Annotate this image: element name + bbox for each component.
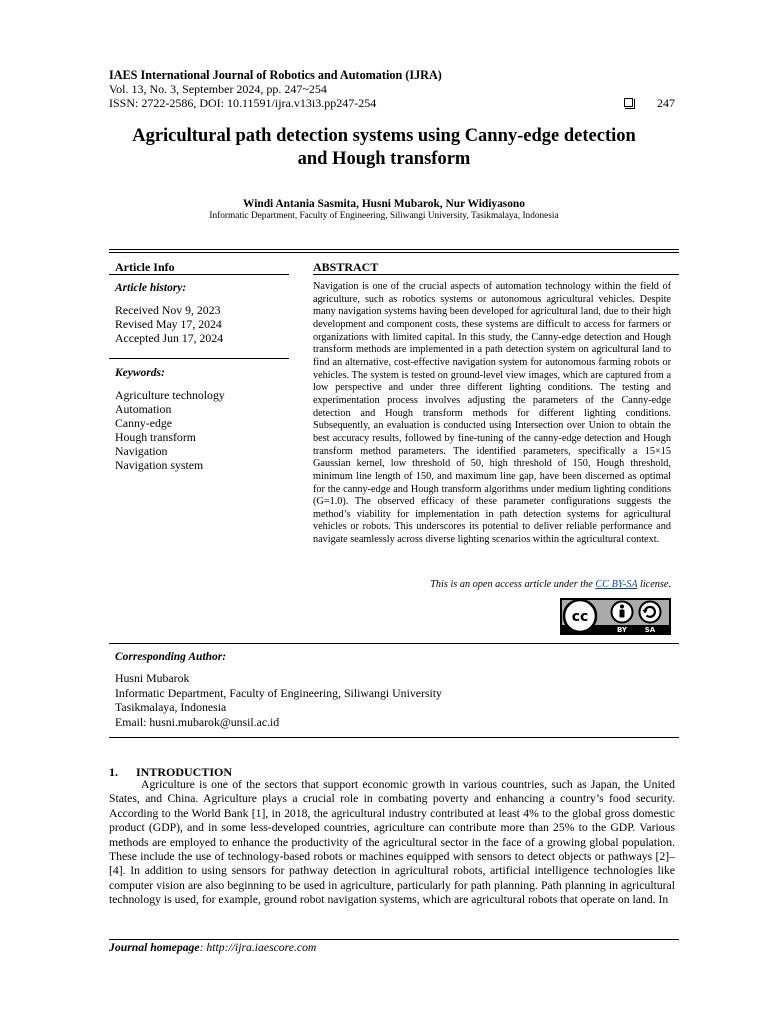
- title-line-2: and Hough transform: [297, 149, 471, 169]
- history-received: Received Nov 9, 2023: [115, 303, 221, 317]
- cc-text: cc: [571, 609, 589, 625]
- by-label: BY: [616, 626, 628, 634]
- history-accepted: Accepted Jun 17, 2024: [115, 331, 224, 345]
- license-suffix: license.: [639, 579, 671, 590]
- top-double-rule-2: [109, 252, 679, 253]
- article-history-heading: Article history:: [115, 282, 187, 294]
- affiliation: Informatic Department, Faculty of Engineering, Siliwangi University, Tasikmalaya, Indonesia: [209, 211, 559, 221]
- keyword-item: Navigation: [115, 444, 168, 458]
- issn-doi-line: ISSN: 2722-2586, DOI: 10.11591/ijra.v13i3.pp247-254: [109, 96, 377, 110]
- sa-label: SA: [644, 626, 656, 634]
- volume-line: Vol. 13, No. 3, September 2024, pp. 247~254: [109, 82, 327, 96]
- corresponding-author-block: [115, 671, 442, 729]
- license-prefix: This is an open access article under the: [430, 579, 593, 590]
- journal-name: IAES International Journal of Robotics and Automation (IJRA): [109, 68, 442, 82]
- journal-homepage-label: Journal homepage: [109, 941, 200, 954]
- article-info-heading: Article Info: [115, 260, 175, 274]
- corresponding-location: Tasikmalaya, Indonesia: [115, 700, 227, 714]
- page-number: 247: [657, 96, 675, 110]
- corresponding-bottom-rule: [109, 737, 679, 738]
- keyword-item: Agriculture technology: [115, 388, 225, 402]
- corresponding-rule: [109, 643, 679, 644]
- keyword-item: Canny-edge: [115, 416, 172, 430]
- license-statement: [313, 579, 671, 590]
- authors: Windi Antania Sasmita, Husni Mubarok, Nur Widiyasono: [243, 198, 525, 210]
- corresponding-name: Husni Mubarok: [115, 671, 190, 685]
- corresponding-email: Email: husni.mubarok@unsil.ac.id: [115, 714, 280, 729]
- history-divider: [109, 358, 289, 359]
- abstract-heading: ABSTRACT: [313, 260, 379, 274]
- license-link[interactable]: CC BY-SA: [595, 579, 638, 590]
- top-double-rule: [109, 249, 679, 250]
- title-line-1: Agricultural path detection systems using Canny-edge detection: [132, 126, 636, 146]
- corresponding-department: Informatic Department, Faculty of Engineering, Siliwangi University: [115, 685, 442, 700]
- page-box-icon: [624, 98, 633, 107]
- keywords-heading: Keywords:: [115, 367, 165, 379]
- footer-rule: [109, 939, 679, 940]
- keyword-item: Hough transform: [115, 430, 196, 444]
- introduction-body: [109, 778, 675, 908]
- journal-homepage-url[interactable]: http://ijra.iaescore.com: [206, 941, 317, 954]
- section-number: 1.: [109, 765, 118, 779]
- paper-title: [100, 125, 668, 171]
- introduction-paragraph: Agriculture is one of the sectors that support economic growth in various countries, such as Japan, the United States, and China. Agriculture plays a crucial role in combating poverty and enhancing a country’s food security. According to the World Bank [1], in 2018, the agricultural industry contributed at least 4% to the global gross domestic product (GDP), and in some less-developed countries, agriculture can contribute more than 25% to the GDP. Various methods are employed to enhance the productivity of the agricultural sector in the face of a growing global population. These include the use of technology-based robots or machines equipped with sensors to detect objects or pathways [2]–[4]. In addition to using sensors for pathway detection in agricultural robots, artificial intelligence technologies like computer vision are also beginning to be used in agriculture, particularly for path planning. Path planning in agricultural technology is used, for example, ground robot navigation systems, which are agricultural robots that operate on land. In: [109, 778, 675, 907]
- corresponding-author-heading: Corresponding Author:: [115, 651, 227, 663]
- history-revised: Revised May 17, 2024: [115, 317, 222, 331]
- journal-homepage-footer: Journal homepage: http://ijra.iaescore.com: [109, 941, 317, 954]
- cc-by-sa-badge-icon[interactable]: [560, 598, 671, 635]
- keyword-item: Automation: [115, 402, 172, 416]
- abstract-text: Navigation is one of the crucial aspects of automation technology within the field of agriculture, such as robotics systems or autonomous agricultural vehicles. Despite many navigation systems having been developed for agricultural land, due to their high development and component costs, these systems are difficult to access for farmers or organizations with limited capital. In this study, the Canny-edge detection and Hough transform methods are implemented in a path detection system on agricultural land to find an alternative, cost-effective navigation system for autonomous farming robots or vehicles. The system is tested on ground-level view images, which are captured from a low perspective and under three different lighting conditions. The testing and experimentation process involves adjusting the parameters of the Canny-edge detection and Hough transform methods for different lighting conditions. Subsequently, an evaluation is conducted using Intersection over Union to obtain the best accuracy results, followed by fine-tuning of the canny-edge detection and Hough transform method parameters. The identified parameters, specifically a 15×15 Gaussian kernel, low threshold of 50, high threshold of 150, Hough threshold, minimum line length of 150, and maximum line gap, have been discerned as optimal for the canny-edge and Hough transform algorithms under medium lighting conditions (G=1.0). The observed efficacy of these parameter configurations suggests the method’s viability for implementation in path detection systems for agricultural vehicles or robots. This underscores its potential to deliver reliable performance and navigate seamlessly across diverse lighting scenarios within the agricultural context.: [313, 281, 671, 546]
- keyword-item: Navigation system: [115, 458, 204, 472]
- section-title: INTRODUCTION: [136, 765, 233, 779]
